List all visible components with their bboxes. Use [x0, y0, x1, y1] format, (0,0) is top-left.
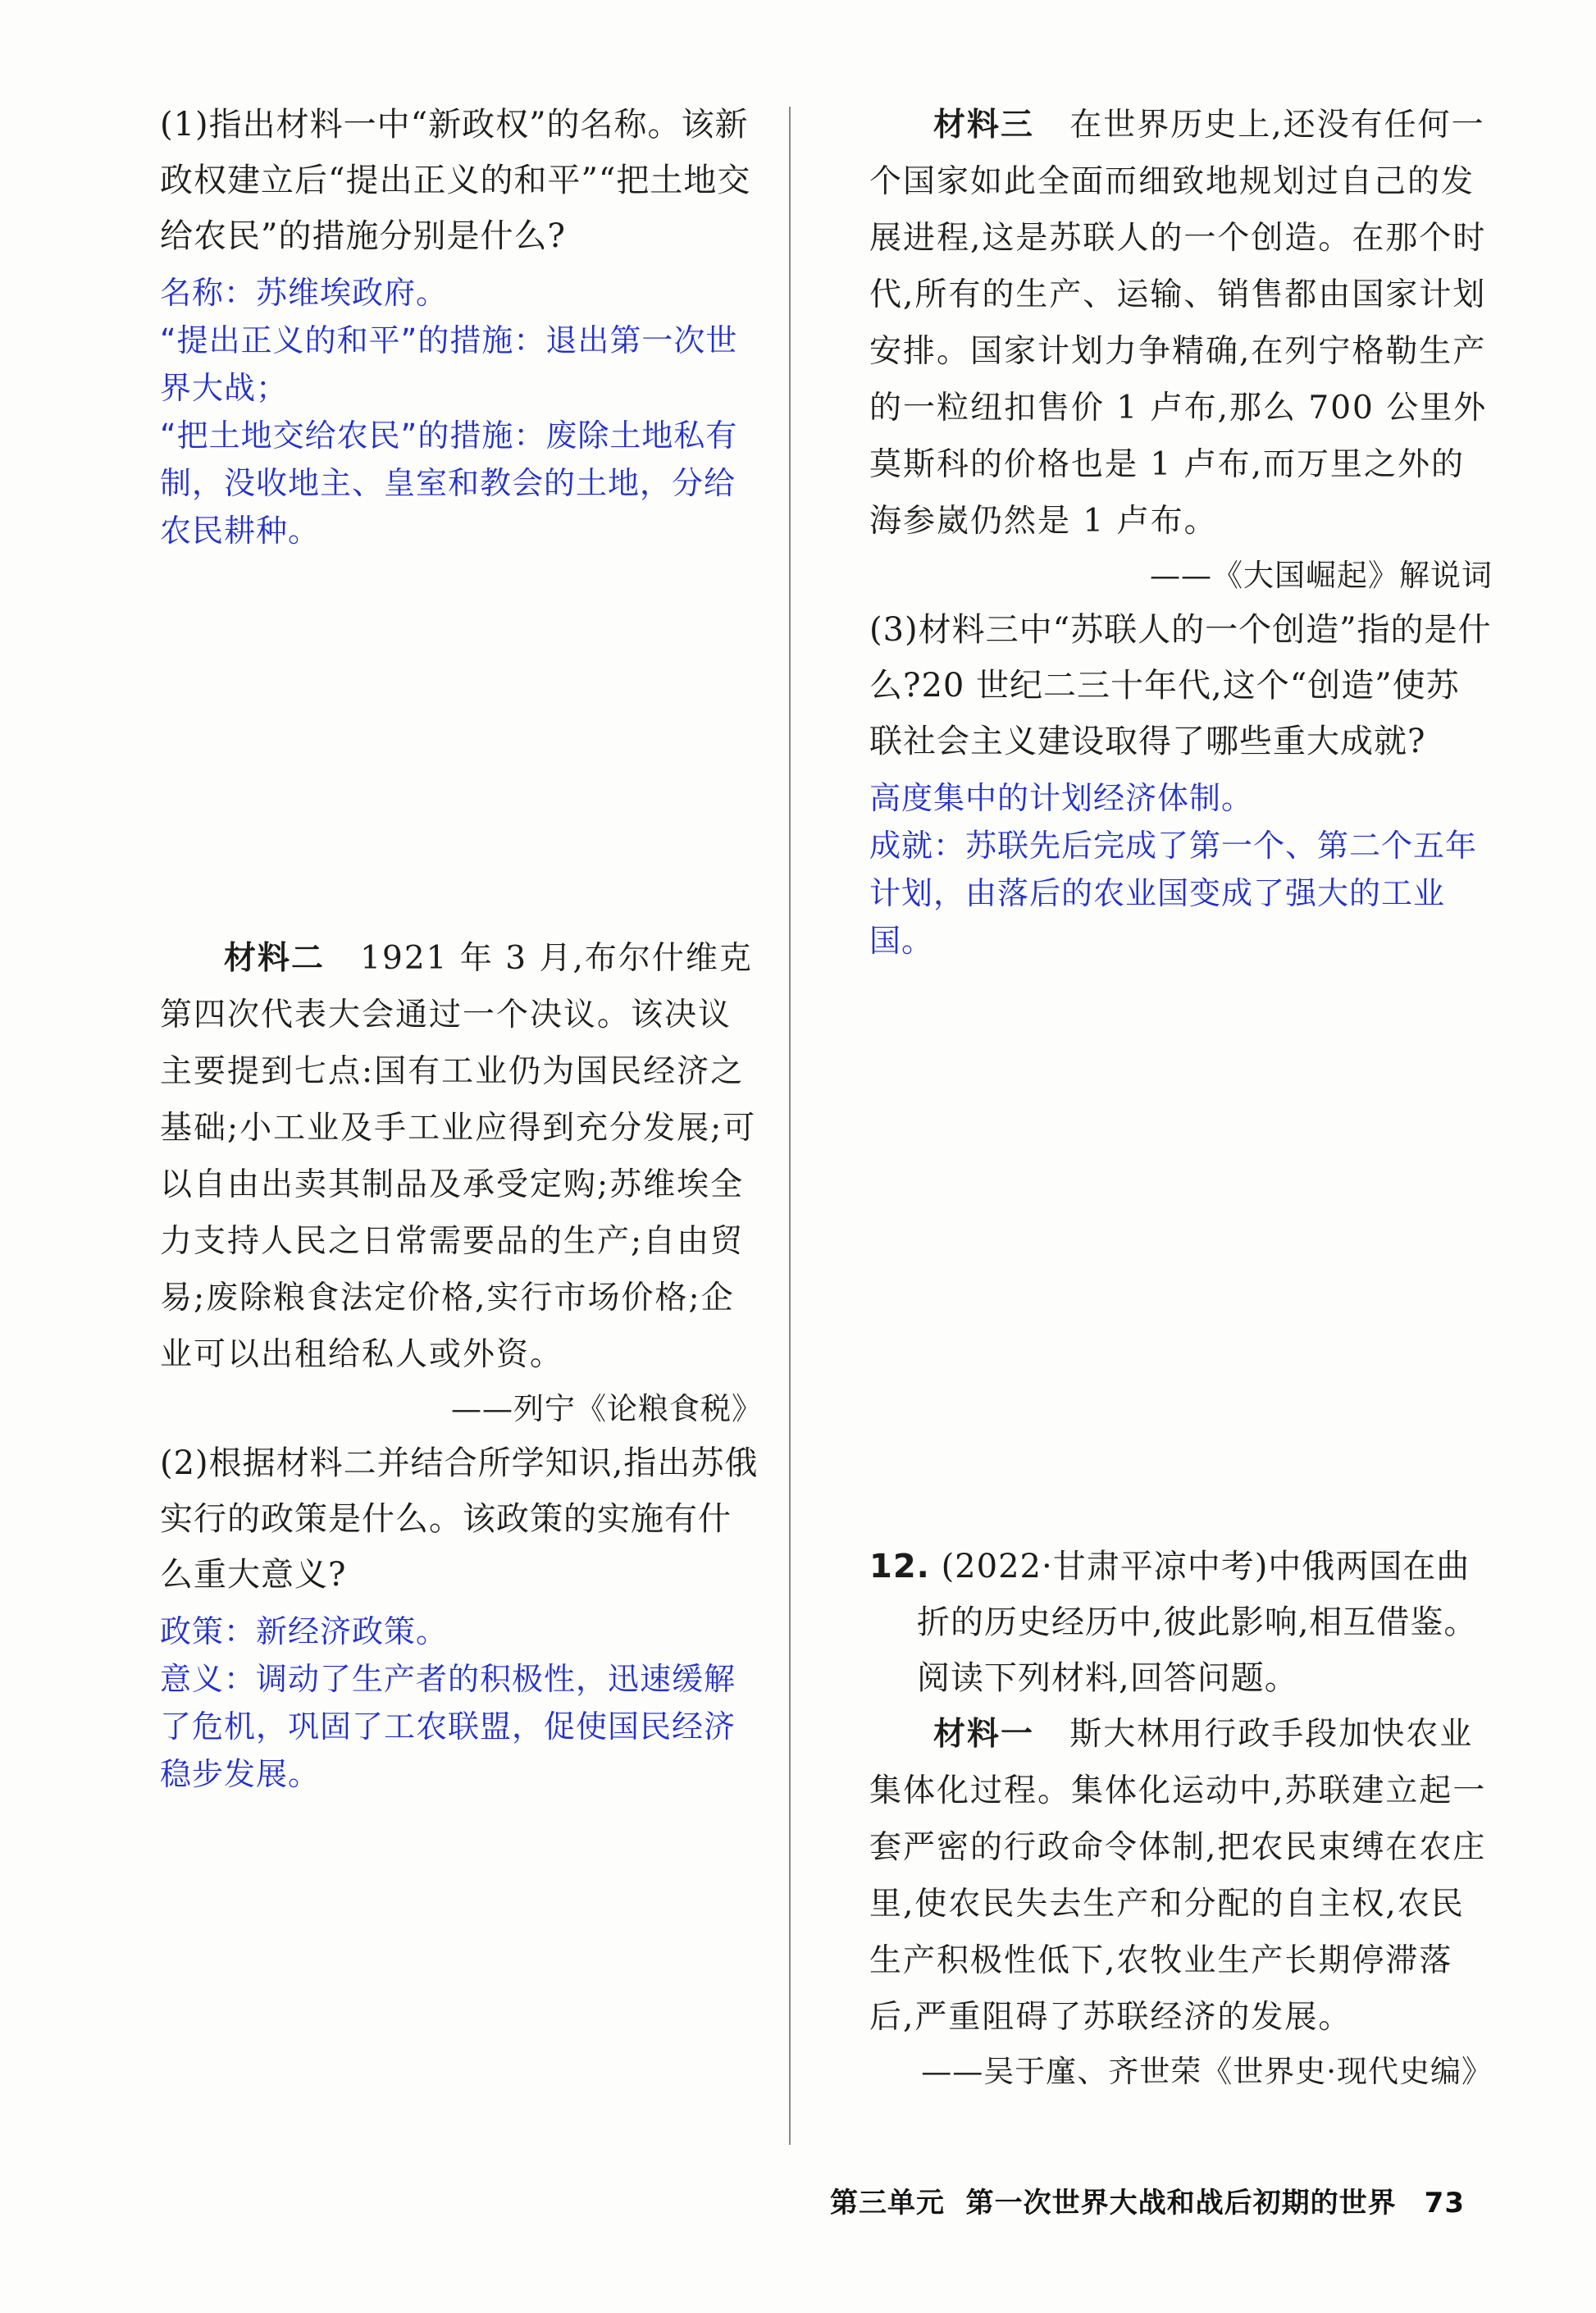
answer-2: [160, 1608, 763, 1798]
question-2: (2)根据材料二并结合所学知识,指出苏俄实行的政策是什么。该政策的实施有什么重大意义?: [160, 1444, 759, 1594]
column-divider: [789, 107, 791, 2145]
question-3: (3)材料三中“苏联人的一个创造”指的是什么?20 世纪二三十年代,这个“创造”使苏联社会主义建设取得了哪些重大成就?: [869, 611, 1492, 760]
material-1-source: ——吴于廑、齐世荣《世界史·现代史编》: [921, 2054, 1493, 2089]
question-12-text: (2022·甘肃平凉中考)中俄两国在曲折的历史经历中,彼此影响,相互借鉴。阅读下列材料,回答问题。: [917, 1548, 1478, 1697]
material-3-label: 材料三: [933, 107, 1035, 144]
question-12-number: 12.: [869, 1548, 930, 1585]
material-1-text: 斯大林用行政手段加快农业集体化过程。集体化运动中,苏联建立起一套严密的行政命令体制,把农民束缚在农庄里,使农民失去生产和分配的自主权,农民生产积极性低下,农牧业生产长期停滞落后,严重阻碍了苏联经济的发展。: [869, 1716, 1487, 2036]
answer-1-land: “把土地交给农民”的措施：废除土地私有制，没收地主、皇室和教会的土地，分给农民耕种。: [160, 417, 738, 549]
page-number: 73: [1424, 2187, 1465, 2219]
material-2-source: ——列宁《论粮食税》: [451, 1391, 763, 1426]
question-12: [869, 1539, 1493, 1706]
material-3: [869, 97, 1493, 550]
material-1: [869, 1706, 1493, 2046]
answer-1-name: 名称：苏维埃政府。: [160, 275, 449, 311]
question-1: (1)指出材料一中“新政权”的名称。该新政权建立后“提出正义的和平”“把土地交给农民”的措施分别是什么?: [160, 106, 751, 255]
answer-3: [869, 774, 1493, 965]
answer-3-system: 高度集中的计划经济体制。: [869, 780, 1254, 816]
material-2: [160, 930, 763, 1383]
footer-unit: 第三单元: [829, 2187, 945, 2219]
footer-title: 第一次世界大战和战后初期的世界: [965, 2187, 1397, 2219]
material-3-text: 在世界历史上,还没有任何一个国家如此全面而细致地规划过自己的发展进程,这是苏联人的一个创造。在那个时代,所有的生产、运输、销售都由国家计划安排。国家计划力争精确,在列宁格勒生产的一粒纽扣售价 1 卢布,那么 700 公里外莫斯科的价格也是 1 卢布,而万里之外的海参崴仍然是 1 卢布。: [869, 107, 1488, 540]
answer-2-significance: 意义：调动了生产者的积极性，迅速缓解了危机，巩固了工农联盟，促使国民经济稳步发展。: [160, 1661, 736, 1792]
answer-1: [160, 269, 763, 554]
left-column: [160, 97, 763, 1798]
material-2-text: 1921 年 3 月,布尔什维克第四次代表大会通过一个决议。该决议主要提到七点:国有工业仍为国民经济之基础;小工业及手工业应得到充分发展;可以自由出卖其制品及承受定购;苏维埃全力支持人民之日常需要品的生产;自由贸易;废除粮食法定价格,实行市场价格;企业可以出租给私人或外资。: [160, 940, 757, 1373]
right-column: [869, 97, 1493, 2098]
answer-2-policy: 政策：新经济政策。: [160, 1613, 449, 1649]
material-3-source: ——《大国崛起》解说词: [1150, 558, 1493, 593]
answer-1-peace: “提出正义的和平”的措施：退出第一次世界大战；: [160, 322, 738, 406]
page-footer: [830, 2180, 1465, 2220]
answer-3-achievement: 成就：苏联先后完成了第一个、第二个五年计划，由落后的农业国变成了强大的工业国。: [869, 828, 1478, 959]
material-2-label: 材料二: [224, 940, 326, 977]
material-1-label: 材料一: [933, 1716, 1035, 1753]
